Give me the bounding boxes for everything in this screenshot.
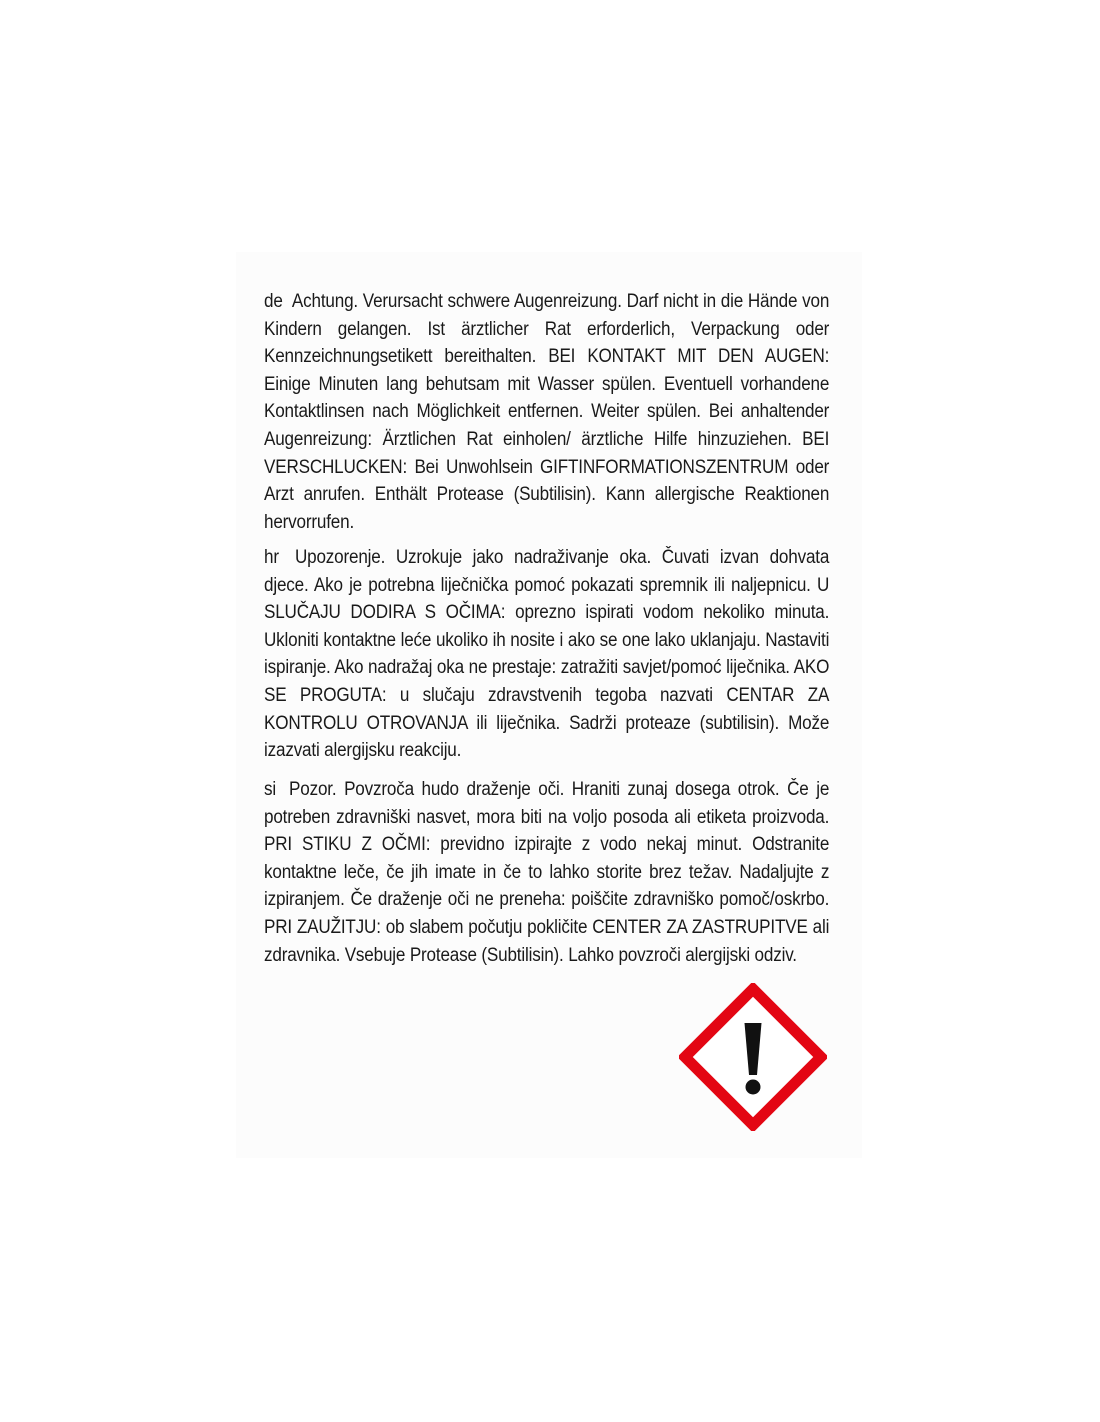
signal-word-de: Achtung.	[291, 291, 358, 312]
section-text-si: Povzroča hudo draženje oči. Hraniti zunaj dosega otrok. Če je potreben zdravniški nasvet, mora biti na voljo posoda ali etiketa proizvoda. PRI STIKU Z OČMI: previdno izpirajte z vodo nekaj minut. Odstranite kontaktne leče, če jih imate in če to lahko storite brez težav. Nadaljujte z izpiranjem. Če draženje oči ne preneha: poiščite zdravniško pomoč/oskrbo. PRI ZAUŽITJU: ob slabem počutju pokličite CENTER ZA ZASTRUPITVE ali zdravnika. Vsebuje Protease (Subtilisin). Lahko povzroči alergijski odziv.	[264, 779, 830, 966]
lang-code-hr: hr	[264, 547, 279, 568]
signal-word-si: Pozor.	[289, 779, 337, 800]
section-text-hr: Uzrokuje jako nadraživanje oka. Čuvati izvan dohvata djece. Ako je potrebna liječnička pomoć pokazati spremnik ili naljepnicu. U SLUČAJU DODIRA S OČIMA: oprezno ispirati vodom nekoliko minuta. Ukloniti kontaktne leće ukoliko ih nosite i ako se one lako uklanjaju. Nastaviti ispiranje. Ako nadražaj oka ne prestaje: zatražiti savjet/pomoć liječnika. AKO SE PROGUTA: u slučaju zdravstvenih tegoba nazvati CENTAR ZA KONTROLU OTROVANJA ili liječnika. Sadrži proteaze (subtilisin). Može izazvati alergijsku reakciju.	[264, 547, 830, 762]
section-de	[264, 288, 829, 536]
signal-word-hr: Upozorenje.	[294, 547, 386, 568]
section-si	[264, 776, 829, 969]
lang-code-de: de	[264, 291, 283, 312]
section-text-de: Verursacht schwere Augenreizung. Darf nicht in die Hände von Kindern gelangen. Ist ärztlicher Rat erforderlich, Verpackung oder Kennzeichnungsetikett bereithalten. BEI KONTAKT MIT DEN AUGEN: Einige Minuten lang behutsam mit Wasser spülen. Eventuell vorhandene Kontaktlinsen nach Möglichkeit entfernen. Weiter spülen. Bei anhaltender Augenreizung: Ärztlichen Rat einholen/ ärztliche Hilfe hinzuziehen. BEI VERSCHLUCKEN: Bei Unwohlsein GIFTINFORMATIONSZENTRUM oder Arzt anrufen. Enthält Protease (Subtilisin). Kann allergische Reaktionen hervorrufen.	[264, 291, 830, 533]
lang-code-si: si	[264, 779, 276, 800]
ghs-exclamation-mark-icon	[679, 983, 827, 1131]
exclamation-dot	[746, 1080, 761, 1095]
section-hr	[264, 544, 829, 765]
